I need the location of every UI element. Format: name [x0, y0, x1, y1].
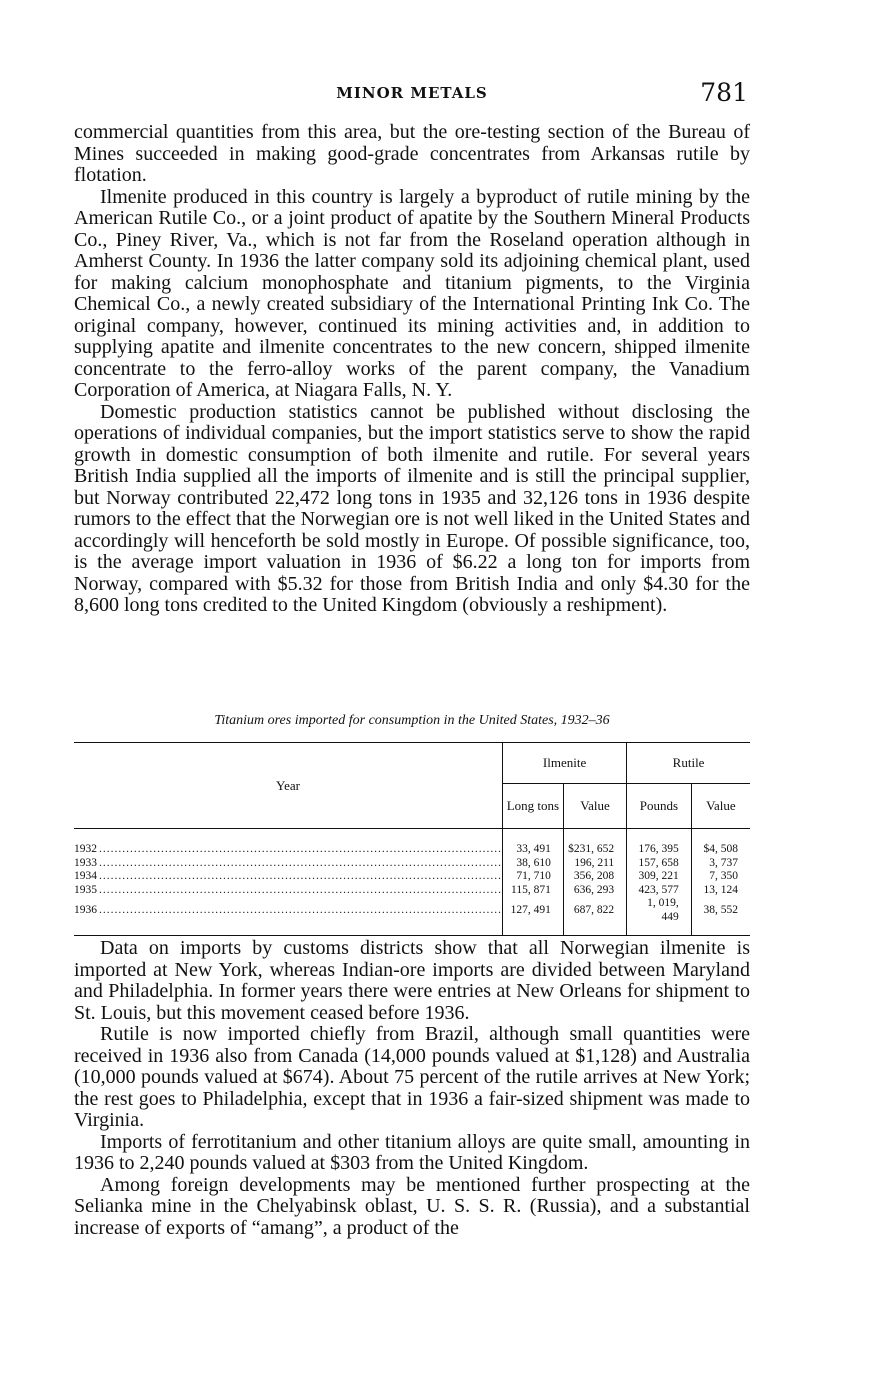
paragraph: Imports of ferrotitanium and other titanium alloys are quite small, amounting in 1936 to 2,240 pounds valued at $303 from the United Kingdom. — [74, 1130, 750, 1174]
row-year: 1936 — [74, 904, 97, 917]
cell-rutile-pounds: 423, 577 — [627, 884, 692, 898]
page-header — [74, 78, 750, 114]
table-caption: Titanium ores imported for consumption in the United States, 1932–36 — [214, 713, 610, 728]
cell-rutile-value: $4, 508 — [703, 843, 738, 855]
cell-ilmenite-value: 196, 211 — [563, 857, 626, 871]
row-year: 1932 — [74, 843, 97, 855]
column-group-ilmenite: Ilmenite — [503, 743, 627, 784]
cell-ilmenite-value: $231, 652 — [563, 843, 626, 857]
column-group-rutile: Rutile — [627, 743, 750, 784]
row-year: 1935 — [74, 883, 97, 896]
cell-rutile-value: 13, 124 — [703, 883, 738, 896]
cell-ilmenite-tons: 33, 491 — [503, 843, 564, 857]
running-head: MINOR METALS — [336, 84, 488, 102]
cell-rutile-value: 3, 737 — [709, 856, 738, 869]
cell-ilmenite-tons: 38, 610 — [503, 857, 564, 871]
table-row: 1935 ........................................................................................................ 115, 871 636, 293 423, 577 13, 124 — [74, 884, 750, 898]
cell-ilmenite-value: 687, 822 — [563, 897, 626, 924]
cell-ilmenite-value: 636, 293 — [563, 884, 626, 898]
column-header-rutile-pounds: Pounds — [627, 784, 692, 829]
cell-rutile-value: 7, 350 — [709, 870, 738, 883]
cell-rutile-value: 38, 552 — [703, 904, 738, 917]
page-number: 781 — [700, 78, 748, 107]
cell-ilmenite-tons: 115, 871 — [503, 884, 564, 898]
paragraph: Data on imports by customs districts show that all Norwegian ilmenite is imported at New York, whereas Indian-ore imports are divided between Maryland and Philadelphia. In former years there were entries at New Orleans for shipment to St. Louis, but this movement ceased before 1936. — [74, 937, 750, 1024]
column-header-year: Year — [74, 743, 503, 829]
table-row: 1934 ........................................................................................................ 71, 710 356, 208 309, 221 7, 350 — [74, 870, 750, 884]
table-row: 1936 ........................................................................................................ 127, 491 687, 822 1, 019, 449 38, 552 — [74, 897, 750, 924]
column-header-ilmenite-long-tons: Long tons — [503, 784, 564, 829]
column-header-rutile-value: Value — [706, 798, 736, 813]
row-year: 1934 — [74, 870, 97, 883]
table-row: 1932 ........................................................................................................ 33, 491 $231, 652 176, 395 $4, 508 — [74, 843, 750, 857]
cell-rutile-pounds: 1, 019, 449 — [627, 897, 692, 924]
cell-ilmenite-tons: 71, 710 — [503, 870, 564, 884]
cell-rutile-pounds: 176, 395 — [627, 843, 692, 857]
paragraph: Domestic production statistics cannot be published without disclosing the operations of individual companies, but the import statistics serve to show the rapid growth in domestic consumption of both ilmenite and rutile. For several years British India supplied all the imports of ilmenite and is still the principal supplier, but Norway contributed 22,472 long tons in 1935 and 32,126 tons in 1936 despite rumors to the effect that the Norwegian ore is not well liked in the United States and accordingly will henceforth be sold mostly in Europe. Of possible significance, too, is the average import valuation in 1936 of $6.22 a long ton for imports from Norway, compared with $5.32 for those from British India and only $4.30 for the 8,600 long tons credited to the United Kingdom (obviously a reshipment). — [74, 400, 750, 616]
column-header-ilmenite-value: Value — [563, 784, 626, 829]
row-year: 1933 — [74, 856, 97, 869]
paragraph: Rutile is now imported chiefly from Brazil, although small quantities were received in 1936 also from Canada (14,000 pounds valued at $1,128) and Australia (10,000 pounds valued at $674). About 75 percent of the rutile arrives at New York; the rest goes to Philadelphia, except that in 1936 a fair-sized shipment was made to Virginia. — [74, 1023, 750, 1131]
text-block-top — [74, 122, 750, 617]
paragraph: Among foreign developments may be mentioned further prospecting at the Selianka mine in the Chelyabinsk oblast, U. S. S. R. (Russia), and a substantial increase of exports of “amang”, a product of the — [74, 1173, 750, 1239]
table-row: 1933 ........................................................................................................ 38, 610 196, 211 157, 658 3, 737 — [74, 857, 750, 871]
cell-ilmenite-value: 356, 208 — [563, 870, 626, 884]
cell-rutile-pounds: 309, 221 — [627, 870, 692, 884]
paragraph: Ilmenite produced in this country is largely a byproduct of rutile mining by the American Rutile Co., or a joint product of apatite by the Southern Mineral Products Co., Piney River, Va., which is not far from the Roseland operation although in Amherst County. In 1936 the latter company sold its adjoining chemical plant, used for making calcium monophosphate and titanium pigments, to the Virginia Chemical Co., a newly created subsidiary of the International Printing Ink Co. The original company, however, continued its mining activities and, in addition to supplying apatite and ilmenite concentrates to the new concern, shipped ilmenite concentrate to the ferro-alloy works of the parent company, the Vanadium Corporation of America, at Niagara Falls, N. Y. — [74, 185, 750, 401]
titanium-imports-table — [74, 742, 750, 936]
text-block-bottom — [74, 938, 750, 1239]
cell-ilmenite-tons: 127, 491 — [503, 897, 564, 924]
cell-rutile-pounds: 157, 658 — [627, 857, 692, 871]
paragraph: commercial quantities from this area, but the ore-testing section of the Bureau of Mines succeeded in making good-grade concentrates from Arkansas rutile by flotation. — [74, 121, 750, 186]
